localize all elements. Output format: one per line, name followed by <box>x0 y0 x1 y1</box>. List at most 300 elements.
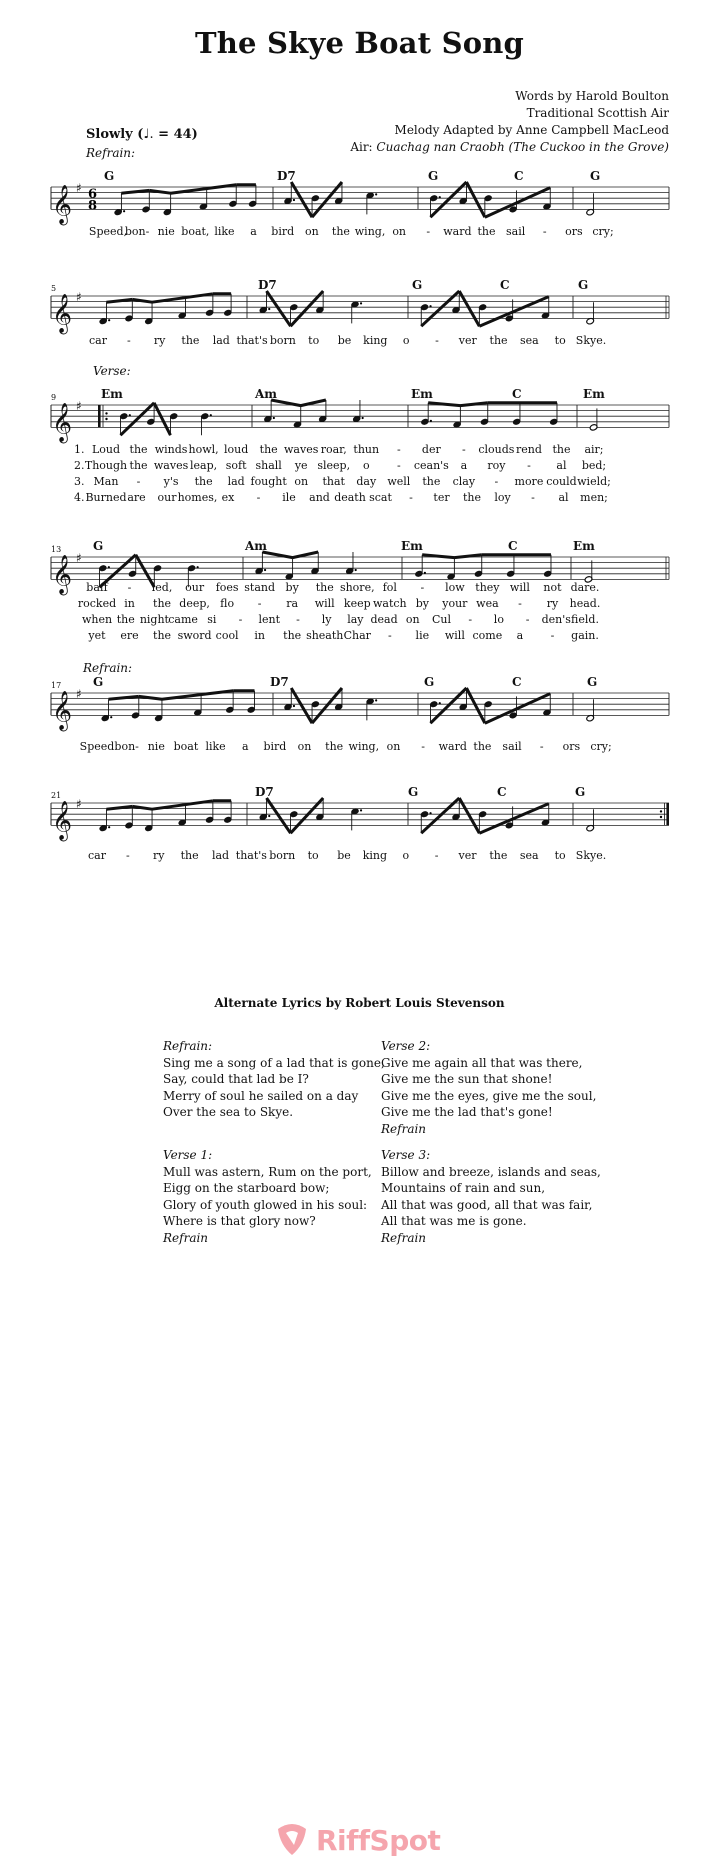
augmentation-dot <box>424 572 426 574</box>
chord-symbol: D7 <box>277 169 296 183</box>
alt-verse1-refrain: Refrain <box>163 1230 209 1245</box>
augmentation-dot <box>429 305 431 307</box>
alt-verse3-line: All that was me is gone. <box>381 1214 527 1228</box>
verse-label: Verse: <box>93 364 131 378</box>
lyric-syllable: to <box>554 849 566 862</box>
lyric-syllable: the <box>116 613 135 626</box>
lyric-syllable: scat <box>369 491 392 504</box>
alt-verse3-block <box>381 1147 601 1246</box>
lyric-syllable: the <box>129 443 148 456</box>
lyric-syllable: by <box>415 597 429 610</box>
lyric-syllable: ver <box>458 849 477 862</box>
repeat-end-thick <box>666 803 669 825</box>
lyric-syllable: lay <box>347 613 364 626</box>
dotted-quarter-note-icon: ♩. <box>143 127 154 142</box>
lyric-syllable: - <box>435 334 439 347</box>
key-signature-sharp-icon: ♯ <box>76 797 82 811</box>
lyric-syllable: - <box>550 629 555 642</box>
treble-clef-icon: 𝄞 <box>52 184 73 225</box>
augmentation-dot <box>268 308 270 310</box>
song-title: The Skye Boat Song <box>194 26 525 60</box>
lyric-syllable: sea <box>520 334 539 347</box>
lyric-syllable: on <box>297 740 312 753</box>
note-beam <box>479 804 548 834</box>
alt-verse2-line: Give me the sun that shone! <box>381 1072 553 1086</box>
lyric-syllable: well <box>387 475 411 488</box>
treble-clef-icon: 𝄞 <box>52 690 73 731</box>
lyric-syllable: - <box>539 740 544 753</box>
lyric-syllable: ile <box>282 491 296 504</box>
lyric-syllable: the <box>473 740 492 753</box>
lyric-syllable: - <box>518 597 522 610</box>
lyric-syllable: - <box>126 334 131 347</box>
lyric-syllable: men; <box>580 491 608 504</box>
lyric-syllable: a <box>241 740 249 753</box>
lyric-syllable: ry <box>153 849 165 862</box>
lyric-syllable: the <box>477 225 496 238</box>
lyric-syllable: could <box>546 475 577 488</box>
lyric-syllable: by <box>285 581 299 594</box>
lyric-syllable: cry; <box>590 740 612 753</box>
lyric-syllable: Skye. <box>575 849 607 862</box>
repeat-dot <box>105 418 107 420</box>
lyric-syllable: shore, <box>339 581 375 594</box>
augmentation-dot <box>430 420 432 422</box>
chord-symbol: D7 <box>270 675 289 689</box>
lyric-syllable: Cul <box>431 613 451 626</box>
lyric-syllable: - <box>462 443 466 456</box>
note-beam <box>152 294 213 302</box>
lyric-syllable: - <box>468 613 473 626</box>
lyric-syllable: baff <box>86 581 108 594</box>
lyric-syllable: ward <box>443 225 472 238</box>
key-signature-sharp-icon: ♯ <box>76 399 82 413</box>
alt-verse3-line: Mountains of rain and sun, <box>381 1181 546 1195</box>
alt-verse3-refrain: Refrain <box>381 1230 427 1245</box>
alt-refrain-line: Say, could that lad be I? <box>163 1072 309 1086</box>
lyric-syllable: the <box>283 629 302 642</box>
lyric-syllable: and <box>309 491 330 504</box>
lyric-syllable: roy <box>487 459 506 472</box>
lyric-syllable: sea <box>519 849 539 862</box>
riffspot-logo[interactable] <box>272 1821 452 1857</box>
lyric-syllable: will <box>314 597 335 610</box>
chord-symbol: C <box>512 387 522 401</box>
lyric-syllable: - <box>531 491 535 504</box>
lyric-syllable: ex <box>221 491 235 504</box>
refrain-label: Refrain: <box>83 661 133 675</box>
alt-verse1-line: Mull was astern, Rum on the port, <box>163 1164 372 1179</box>
lyric-syllable: night <box>139 613 169 626</box>
lyric-syllable: - <box>256 491 261 504</box>
chord-symbol: D7 <box>258 278 277 292</box>
note-beam <box>479 297 548 327</box>
augmentation-dot <box>375 193 377 195</box>
lyric-syllable: the <box>489 334 508 347</box>
alt-verse2-line: Give me the eyes, give me the soul, <box>381 1088 597 1103</box>
augmentation-dot <box>108 566 110 568</box>
repeat-dot <box>660 810 662 812</box>
alt-verse2-line: Give me again all that was there, <box>381 1055 583 1070</box>
chord-symbol: G <box>412 278 423 292</box>
lyric-syllable: the <box>325 740 344 753</box>
lyric-syllable: bon- <box>114 740 139 753</box>
lyric-syllable: watch <box>372 597 407 610</box>
lyric-syllable: ver <box>458 334 477 347</box>
lyric-syllable: thun <box>353 443 380 456</box>
lyric-syllable: o <box>362 459 370 472</box>
lyric-syllable: Skye. <box>575 334 607 347</box>
chord-symbol: Am <box>245 539 268 553</box>
lyric-syllable: shall <box>255 459 282 472</box>
lyric-syllable: cean's <box>413 459 449 472</box>
lyric-syllable: more <box>514 475 544 488</box>
lyric-syllable: nie <box>147 740 165 753</box>
verse-number: 3. <box>74 475 85 488</box>
tempo-value: = 44) <box>153 127 198 142</box>
lyric-syllable: waves <box>153 459 189 472</box>
note-beam <box>162 691 233 699</box>
air-name: Cuachag nan Craobh (The Cuckoo in the Grove) <box>376 140 669 154</box>
time-signature-top: 6 <box>88 187 98 202</box>
lyric-syllable: ors <box>562 740 581 753</box>
lyric-syllable: they <box>475 581 500 594</box>
traditional-credit: Traditional Scottish Air <box>526 106 669 120</box>
alt-verse2-block <box>381 1038 596 1137</box>
tempo-word: Slowly ( <box>86 127 144 142</box>
augmentation-dot <box>210 414 212 416</box>
chord-symbol: G <box>578 278 589 292</box>
lyric-syllable: sheath <box>306 629 344 642</box>
bar-number: 17 <box>51 681 62 690</box>
lyric-syllable: born <box>269 334 296 347</box>
lyric-syllable: came <box>168 613 198 626</box>
lyric-syllable: Man <box>93 475 119 488</box>
lyric-syllable: a <box>460 459 468 472</box>
verse-number: 2. <box>74 459 85 472</box>
lyric-syllable: sword <box>177 629 212 642</box>
lyric-syllable: - <box>421 740 425 753</box>
lyric-syllable: wing, <box>348 740 380 753</box>
augmentation-dot <box>293 199 295 201</box>
lyric-syllable: field. <box>571 613 599 626</box>
alt-verse1-line: Eigg on the starboard bow; <box>163 1181 330 1195</box>
note-beam <box>485 188 550 218</box>
alt-verse2-label: Verse 2: <box>381 1039 431 1053</box>
lyric-syllable: ter <box>433 491 450 504</box>
lyric-syllable: - <box>494 475 499 488</box>
augmentation-dot <box>108 826 110 828</box>
guitar-pick-icon <box>272 1821 312 1857</box>
lyric-syllable: ry <box>546 597 559 610</box>
chord-symbol: G <box>590 169 601 183</box>
lyric-syllable: our <box>185 581 205 594</box>
treble-clef-icon: 𝄞 <box>52 554 73 595</box>
note-beam <box>154 403 170 435</box>
lyric-syllable: howl, <box>188 443 219 456</box>
lyric-syllable: the <box>129 459 148 472</box>
lyric-syllable: that's <box>235 849 267 862</box>
augmentation-dot <box>439 702 441 704</box>
bar-number: 9 <box>51 393 57 402</box>
lyric-syllable: waves <box>284 443 319 456</box>
bar-number: 21 <box>51 791 62 800</box>
alt-verse1-line: Glory of youth glowed in his soul: <box>163 1197 368 1212</box>
lyric-syllable: lad <box>227 475 245 488</box>
lyric-syllable: the <box>153 629 172 642</box>
lyric-syllable: - <box>527 459 531 472</box>
lyric-syllable: - <box>426 225 431 238</box>
lyric-syllable: wea <box>476 597 499 610</box>
lyric-syllable: bird <box>263 740 287 753</box>
augmentation-dot <box>293 705 295 707</box>
lyric-syllable: the <box>422 475 441 488</box>
lyric-syllable: roar, <box>320 443 347 456</box>
lyric-syllable: be <box>337 849 351 862</box>
lyric-syllable: dare. <box>570 581 600 594</box>
lyric-syllable: when <box>81 613 113 626</box>
lyric-syllable: the <box>315 581 334 594</box>
lyric-syllable: on <box>304 225 319 238</box>
lyric-syllable: king <box>363 334 388 347</box>
lyric-syllable: - <box>409 491 413 504</box>
lyric-syllable: o <box>402 334 410 347</box>
lyric-syllable: lie <box>415 629 430 642</box>
chord-symbol: G <box>93 675 104 689</box>
lyric-syllable: the <box>259 443 278 456</box>
lyric-syllable: - <box>525 613 530 626</box>
repeat-dot <box>105 412 107 414</box>
lyric-syllable: al <box>556 459 567 472</box>
lyric-syllable: keep <box>343 597 371 610</box>
lyric-syllable: nie <box>157 225 175 238</box>
lyric-syllable: clouds <box>478 443 515 456</box>
lyric-syllable: cool <box>215 629 239 642</box>
chord-symbol: G <box>408 785 419 799</box>
augmentation-dot <box>108 319 110 321</box>
augmentation-dot <box>264 569 266 571</box>
lyric-syllable: bird <box>271 225 295 238</box>
time-signature-bottom: 8 <box>88 198 98 214</box>
lyric-syllable: led, <box>151 581 173 594</box>
augmentation-dot <box>429 812 431 814</box>
chord-symbol: Em <box>411 387 433 401</box>
lyric-syllable: den's <box>541 613 571 626</box>
chord-symbol: C <box>500 278 510 292</box>
lyric-syllable: a <box>250 225 257 238</box>
chord-symbol: C <box>497 785 507 799</box>
lyric-syllable: - <box>257 597 262 610</box>
words-credit: Words by Harold Boulton <box>515 89 669 103</box>
verse-number: 4. <box>74 491 85 504</box>
logo-text: RiffSpot <box>316 1824 441 1857</box>
lyric-syllable: will <box>444 629 465 642</box>
lyric-syllable: ward <box>438 740 467 753</box>
verse-number: 1. <box>74 443 85 456</box>
lyric-syllable: clay <box>452 475 476 488</box>
chord-symbol: C <box>508 539 518 553</box>
lyric-syllable: lent <box>258 613 281 626</box>
lyric-syllable: al <box>558 491 569 504</box>
alt-verse1-line: Where is that glory now? <box>163 1214 316 1228</box>
lyric-syllable: - <box>126 849 130 862</box>
lyric-syllable: will <box>509 581 530 594</box>
note-beam <box>171 185 237 193</box>
lyric-syllable: ere <box>120 629 139 642</box>
chord-symbol: C <box>512 675 522 689</box>
lyric-syllable: the <box>552 443 571 456</box>
alt-refrain-block <box>163 1038 385 1121</box>
lyric-syllable: the <box>180 849 199 862</box>
key-signature-sharp-icon: ♯ <box>76 551 82 565</box>
melody-credit: Melody Adapted by Anne Campbell MacLeod <box>394 123 669 137</box>
lyric-syllable: bon- <box>124 225 150 238</box>
chord-symbol: G <box>104 169 115 183</box>
augmentation-dot <box>110 716 112 718</box>
lyric-syllable: a <box>516 629 524 642</box>
chord-symbol: G <box>93 539 104 553</box>
lyric-syllable: Though <box>84 459 128 472</box>
note-beam <box>121 403 155 435</box>
lyric-syllable: y's <box>163 475 179 488</box>
chord-symbol: Am <box>255 387 278 401</box>
chord-symbol: C <box>514 169 524 183</box>
chord-symbol: Em <box>101 387 123 401</box>
lyric-syllable: fought <box>250 475 287 488</box>
lyric-syllable: - <box>420 581 425 594</box>
augmentation-dot <box>375 699 377 701</box>
lyric-syllable: cry; <box>592 225 614 238</box>
lyric-syllable: winds <box>154 443 188 456</box>
lyric-syllable: der <box>421 443 441 456</box>
lyric-syllable: are <box>127 491 146 504</box>
lyric-syllable: come <box>472 629 503 642</box>
lyric-syllable: ly <box>321 613 332 626</box>
augmentation-dot <box>360 809 362 811</box>
key-signature-sharp-icon: ♯ <box>76 687 82 701</box>
lyric-syllable: air; <box>584 443 604 456</box>
lyric-syllable: flo <box>220 597 235 610</box>
chord-symbol: D7 <box>255 785 274 799</box>
lyric-syllable: homes, <box>177 491 218 504</box>
lyric-syllable: the <box>489 849 508 862</box>
lyric-syllable: death <box>334 491 366 504</box>
repeat-dot <box>660 816 662 818</box>
lyric-syllable: the <box>153 597 172 610</box>
treble-clef-icon: 𝄞 <box>52 402 73 443</box>
lyric-syllable: like <box>214 225 235 238</box>
augmentation-dot <box>362 417 364 419</box>
augmentation-dot <box>197 566 199 568</box>
lyric-syllable: day <box>356 475 377 488</box>
lyric-syllable: bed; <box>581 459 607 472</box>
alternate-lyrics-title: Alternate Lyrics by Robert Louis Stevenson <box>214 996 505 1010</box>
lyric-syllable: our <box>157 491 177 504</box>
alt-verse2-line: Give me the lad that's gone! <box>381 1105 553 1119</box>
lyric-syllable: on <box>294 475 309 488</box>
augmentation-dot <box>439 196 441 198</box>
lyric-syllable: lo <box>493 613 504 626</box>
lyric-syllable: - <box>238 613 243 626</box>
lyric-syllable: ye <box>294 459 308 472</box>
alt-refrain-line: Sing me a song of a lad that is gone, <box>163 1055 385 1070</box>
lyric-syllable: head. <box>569 597 601 610</box>
lyric-syllable: si <box>207 613 217 626</box>
lyric-syllable: boat, <box>181 225 210 238</box>
lyric-syllable: loy <box>494 491 511 504</box>
lyric-syllable: rend <box>515 443 542 456</box>
alt-refrain-line: Over the sea to Skye. <box>163 1105 294 1119</box>
lyric-syllable: wing, <box>354 225 386 238</box>
lyric-syllable: to <box>308 334 320 347</box>
augmentation-dot <box>355 569 357 571</box>
lyric-syllable: that <box>322 475 345 488</box>
alt-refrain-label: Refrain: <box>163 1039 213 1053</box>
lyric-syllable: gain. <box>571 629 599 642</box>
lyric-syllable: Loud <box>91 443 121 456</box>
note-beam <box>485 694 550 724</box>
lyric-syllable: - <box>387 629 392 642</box>
augmentation-dot <box>360 302 362 304</box>
lyric-syllable: - <box>542 225 547 238</box>
lyric-syllable: Speed, <box>88 225 128 238</box>
lyric-syllable: sail <box>502 740 522 753</box>
lyric-syllable: like <box>205 740 226 753</box>
air-prefix: Air: <box>350 140 377 154</box>
chord-symbol: G <box>575 785 586 799</box>
lyric-syllable: - <box>296 613 300 626</box>
alt-verse3-label: Verse 3: <box>381 1148 431 1162</box>
lyric-syllable: Burned <box>85 491 127 504</box>
chord-symbol: Em <box>583 387 605 401</box>
lyric-syllable: o <box>402 849 410 862</box>
lyric-syllable: - <box>127 581 132 594</box>
augmentation-dot <box>273 417 275 419</box>
lyric-syllable: car <box>89 334 107 347</box>
alt-verse3-line: Billow and breeze, islands and seas, <box>381 1164 601 1179</box>
lyric-syllable: - <box>396 459 401 472</box>
treble-clef-icon: 𝄞 <box>52 293 73 334</box>
lyric-syllable: the <box>194 475 213 488</box>
lyric-syllable: ra <box>286 597 299 610</box>
lyric-syllable: ors <box>565 225 583 238</box>
alt-verse3-line: All that was good, all that was fair, <box>381 1197 593 1212</box>
note-beam <box>152 801 213 809</box>
chord-symbol: Em <box>573 539 595 553</box>
lyric-syllable: yet <box>88 629 106 642</box>
key-signature-sharp-icon: ♯ <box>76 181 82 195</box>
lyric-syllable: rocked <box>77 597 117 610</box>
lyric-syllable: - <box>396 443 401 456</box>
lyric-syllable: - <box>434 849 439 862</box>
augmentation-dot <box>268 815 270 817</box>
bar-number: 5 <box>51 284 57 293</box>
augmentation-dot <box>129 414 131 416</box>
lyric-syllable: soft <box>225 459 247 472</box>
lyric-syllable: not <box>543 581 562 594</box>
lyric-syllable: car <box>88 849 106 862</box>
treble-clef-icon: 𝄞 <box>52 800 73 841</box>
lyric-syllable: the <box>181 334 200 347</box>
lyric-syllable: boat <box>173 740 199 753</box>
alt-verse1-block <box>163 1147 372 1246</box>
lyric-syllable: deep, <box>179 597 210 610</box>
lyric-syllable: on <box>392 225 407 238</box>
lyric-syllable: loud <box>223 443 249 456</box>
lyric-syllable: be <box>337 334 352 347</box>
lyric-syllable: Speed <box>79 740 115 753</box>
lyric-syllable: sail <box>506 225 526 238</box>
